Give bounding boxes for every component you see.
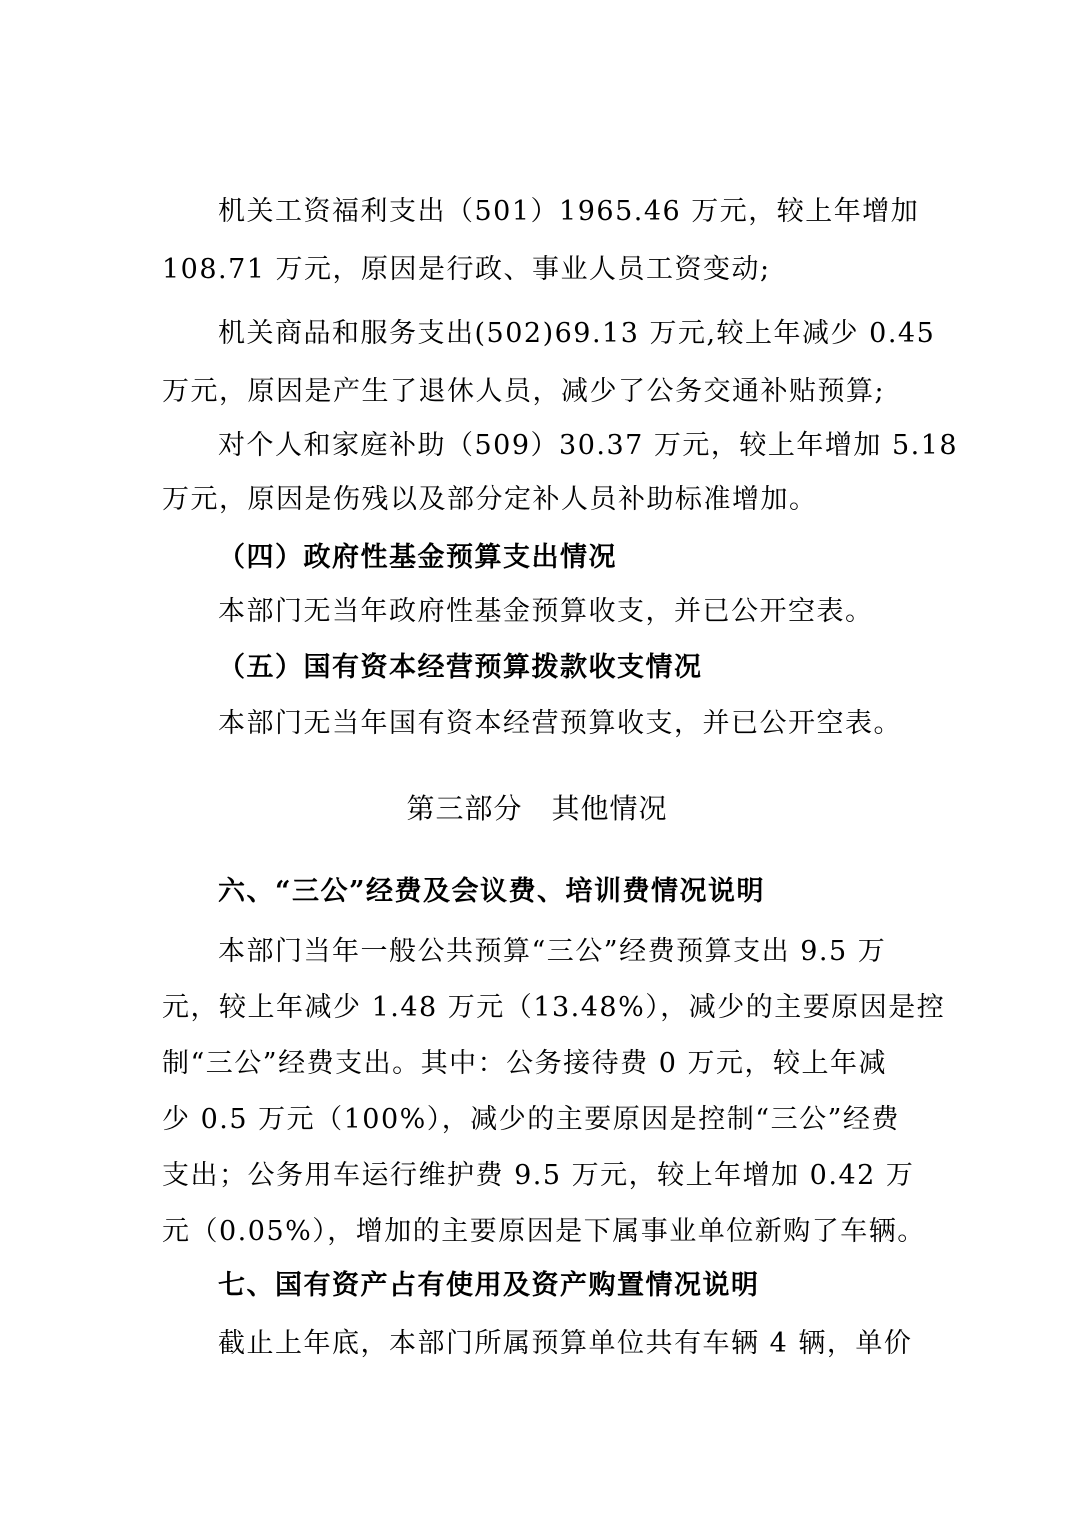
paragraph-509-line-2: 万元，原因是伤残以及部分定补人员补助标准增加。 <box>162 484 818 515</box>
section-5-body: 本部门无当年国有资本经营预算收支，并已公开空表。 <box>218 708 902 739</box>
section-6-line-2: 元，较上年减少 1.48 万元（13.48%），减少的主要原因是控 <box>162 992 946 1023</box>
section-4-body: 本部门无当年政府性基金预算收支，并已公开空表。 <box>218 596 874 627</box>
section-6-line-5: 支出；公务用车运行维护费 9.5 万元，较上年增加 0.42 万 <box>162 1160 915 1191</box>
paragraph-509-line-1: 对个人和家庭补助（509）30.37 万元，较上年增加 5.18 <box>218 430 959 461</box>
section-5-heading: （五）国有资本经营预算拨款收支情况 <box>218 652 703 683</box>
section-7-line-1: 截止上年底，本部门所属预算单位共有车辆 4 辆，单价 <box>218 1328 913 1359</box>
paragraph-502-line-1: 机关商品和服务支出(502)69.13 万元,较上年减少 0.45 <box>218 318 936 349</box>
section-6-line-1: 本部门当年一般公共预算“三公”经费预算支出 9.5 万 <box>218 936 887 967</box>
part-3-title: 第三部分 其他情况 <box>406 792 668 825</box>
paragraph-501-line-1: 机关工资福利支出（501）1965.46 万元，较上年增加 <box>218 196 920 227</box>
section-6-line-3: 制“三公”经费支出。其中：公务接待费 0 万元，较上年减 <box>162 1048 887 1079</box>
section-6-heading: 六、“三公”经费及会议费、培训费情况说明 <box>218 876 766 907</box>
section-6-line-6: 元（0.05%），增加的主要原因是下属事业单位新购了车辆。 <box>162 1216 926 1247</box>
paragraph-502-line-2: 万元，原因是产生了退休人员，减少了公务交通补贴预算; <box>162 376 886 407</box>
section-7-heading: 七、国有资产占有使用及资产购置情况说明 <box>218 1270 760 1301</box>
paragraph-501-line-2: 108.71 万元，原因是行政、事业人员工资变动; <box>162 254 771 285</box>
section-4-heading: （四）政府性基金预算支出情况 <box>218 542 617 573</box>
section-6-line-4: 少 0.5 万元（100%），减少的主要原因是控制“三公”经费 <box>162 1104 900 1135</box>
